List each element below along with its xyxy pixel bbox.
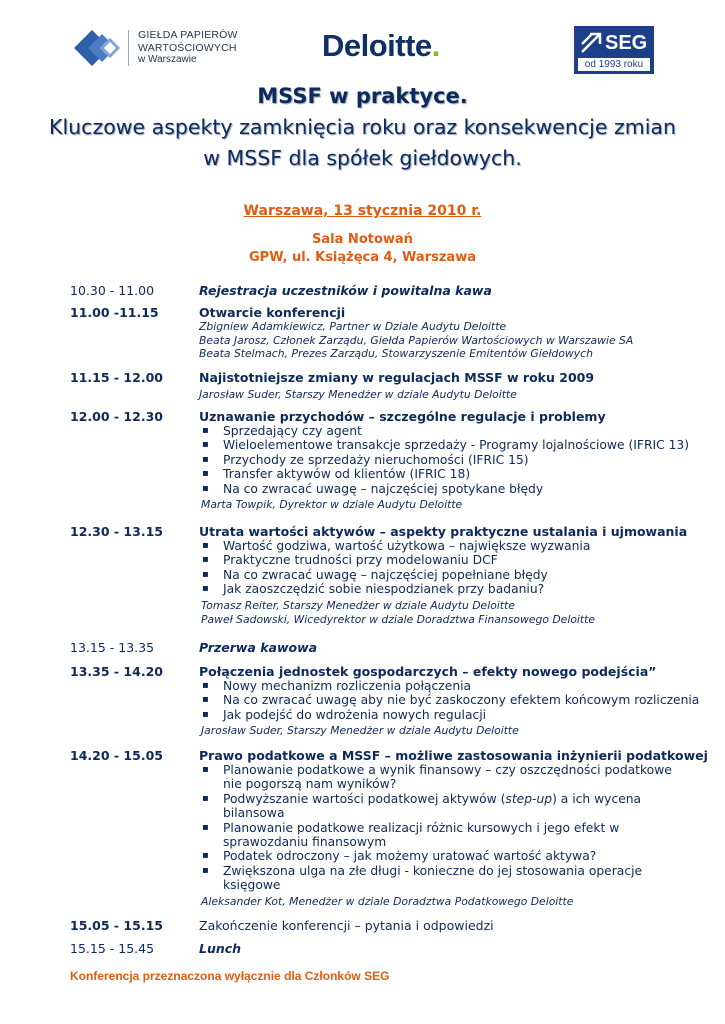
gpw-separator [128, 30, 129, 66]
agenda-title: Rejestracja uczestników i powitalna kawa [199, 283, 492, 298]
event-date: Warszawa, 13 stycznia 2010 r. [243, 203, 482, 219]
agenda-bullet: ▪ Na co zwracać uwagę – najczęściej popełniane błędy [199, 568, 714, 582]
agenda-bullet: ▪ Sprzedający czy agent [199, 424, 714, 438]
agenda-time: 11.00 -11.15 [70, 305, 159, 320]
agenda-speaker: Beata Stelmach, Prezes Zarządu, Stowarzyszenie Emitentów Giełdowych [199, 347, 593, 360]
agenda-speaker: Marta Towpik, Dyrektor w dziale Audytu Deloitte [201, 498, 463, 512]
agenda-title: Zakończenie konferencji – pytania i odpowiedzi [199, 918, 494, 933]
gpw-line-2: WARTOŚCIOWYCH [138, 41, 237, 54]
agenda-bullet: ▪ Na co zwracać uwagę aby nie być zaskoczony efektem końcowym rozliczenia [199, 693, 714, 707]
agenda-speaker: Jarosław Suder, Starszy Menedżer w dziale Audytu Deloitte [199, 388, 517, 401]
agenda-speaker: Paweł Sadowski, Wicedyrektor w dziale Doradztwa Finansowego Deloitte [201, 613, 596, 627]
event-room: Sala Notowań [312, 232, 413, 247]
page-subtitle: Kluczowe aspekty zamknięcia roku oraz konsekwencje zmian w MSSF dla spółek giełdowych. [49, 115, 676, 170]
agenda-title: Uznawanie przychodów – szczególne regulacje i problemy [199, 409, 606, 424]
deloitte-wordmark: Deloitte [322, 28, 432, 63]
event-venue [0, 231, 725, 267]
agenda-speaker: Tomasz Reiter, Starszy Menedżer w dziale Audytu Deloitte [201, 598, 515, 612]
agenda-time: 10.30 - 11.00 [70, 283, 155, 298]
agenda-time: 11.15 - 12.00 [70, 370, 163, 385]
seg-logo [574, 26, 654, 74]
deloitte-logo [322, 28, 440, 64]
agenda-bullets [199, 679, 714, 722]
agenda-time: 12.30 - 13.15 [70, 524, 163, 539]
gpw-name [138, 29, 238, 67]
agenda-time: 14.20 - 15.05 [70, 748, 163, 763]
agenda-bullet: ▪ Transfer aktywów od klientów (IFRIC 18) [199, 467, 714, 481]
agenda-bullets [199, 763, 679, 893]
agenda-bullet: ▪ Planowanie podatkowe realizacji różnic kursowych i jego efekt w sprawozdaniu finansowym [199, 821, 679, 850]
agenda-time: 15.15 - 15.45 [70, 941, 155, 956]
seg-arrows-icon [580, 32, 602, 54]
agenda-bullet: ▪ Praktyczne trudności przy modelowaniu DCF [199, 553, 714, 567]
header-logos [0, 0, 725, 80]
agenda-bullet: ▪ Wieloelementowe transakcje sprzedaży - Programy lojalnościowe (IFRIC 13) [199, 438, 714, 452]
agenda-bullets [199, 539, 714, 597]
agenda-speaker: Aleksander Kot, Menedżer w dziale Doradztwa Podatkowego Deloitte [201, 894, 574, 908]
seg-name: SEG [605, 32, 648, 54]
agenda-bullet: ▪ Jak podejść do wdrożenia nowych regulacji [199, 708, 714, 722]
agenda-speaker: Zbigniew Adamkiewicz, Partner w Dziale Audytu Deloitte [199, 320, 507, 333]
agenda-title: Przerwa kawowa [199, 640, 318, 655]
agenda-bullet: ▪ Jak zaoszczędzić sobie niespodzianek przy badaniu? [199, 582, 714, 596]
agenda-speaker: Beata Jarosz, Członek Zarządu, Giełda Papierów Wartościowych w Warszawie SA [199, 333, 634, 347]
deloitte-dot: . [431, 28, 440, 63]
gpw-mark-icon [70, 26, 124, 70]
gpw-line-3: w Warszawie [138, 54, 197, 65]
agenda-bullet: ▪ Podwyższanie wartości podatkowej aktywów (step-up) a ich wycena bilansowa [199, 792, 679, 821]
agenda-bullet: ▪ Na co zwracać uwagę – najczęściej spotykane błędy [199, 482, 714, 496]
gpw-line-1: GIEŁDA PAPIERÓW [138, 29, 238, 41]
agenda-bullet: ▪ Podatek odroczony – jak możemy uratować wartość aktywa? [199, 849, 679, 863]
agenda-bullet: ▪ Zwiększona ulga na złe długi - konieczne do jej stosowania operacje księgowe [199, 864, 679, 893]
seg-tagline: od 1993 roku [578, 58, 650, 71]
page-title: MSSF w praktyce. [257, 84, 468, 108]
agenda-title: Najistotniejsze zmiany w regulacjach MSSF w roku 2009 [199, 370, 595, 385]
agenda-title: Otwarcie konferencji [199, 305, 346, 320]
agenda-bullets [199, 424, 714, 496]
event-address: GPW, ul. Książęca 4, Warszawa [249, 250, 476, 265]
agenda-bullet: ▪ Planowanie podatkowe a wynik finansowy – czy oszczędności podatkowe nie pogorszą nam wyników? [199, 763, 679, 792]
agenda-time: 13.15 - 13.35 [70, 640, 155, 655]
footer-note: Konferencja przeznaczona wyłącznie dla Członków SEG [70, 969, 390, 983]
agenda-bullet: ▪ Nowy mechanizm rozliczenia połączenia [199, 679, 714, 693]
agenda-bullet: ▪ Przychody ze sprzedaży nieruchomości (IFRIC 15) [199, 453, 714, 467]
gpw-logo [70, 26, 260, 70]
agenda-time: 12.00 - 12.30 [70, 409, 163, 424]
agenda-time: 15.05 - 15.15 [70, 918, 163, 933]
agenda-title: Utrata wartości aktywów – aspekty praktyczne ustalania i ujmowania [199, 524, 688, 539]
agenda-time: 13.35 - 14.20 [70, 664, 163, 679]
agenda-bullet: ▪ Wartość godziwa, wartość użytkowa – największe wyzwania [199, 539, 714, 553]
agenda-title: Prawo podatkowe a MSSF – możliwe zastosowania inżynierii podatkowej [199, 748, 708, 763]
agenda-speaker: Jarosław Suder, Starszy Menedżer w dziale Audytu Deloitte [201, 724, 519, 738]
agenda-title: Lunch [199, 941, 242, 956]
agenda-title: Połączenia jednostek gospodarczych – efekty nowego podejścia” [199, 664, 657, 679]
step-up-term: step-up [505, 791, 553, 806]
